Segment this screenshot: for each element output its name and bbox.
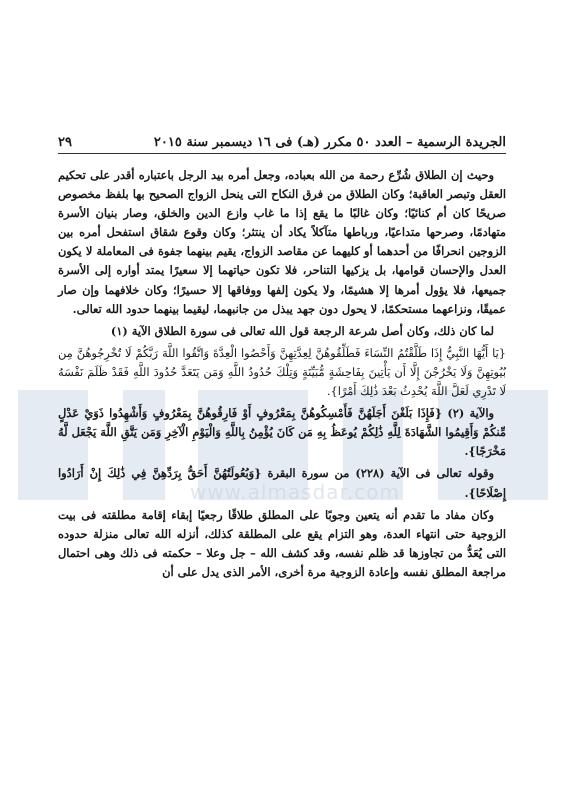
page-header xyxy=(58,128,506,150)
header-page-number: ٢٩ xyxy=(58,135,72,150)
header-divider xyxy=(58,153,506,154)
paragraph-conclusion: وكان مفاد ما تقدم أنه يتعين وجوبًا على المطلق طلاقًا رجعيًا إبقاء إقامة مطلقته فى بيت الزوجية حتى انتهاء العدة، وهو التزام يقع على المطلقة كذلك، أنزله الله تعالى منزلة حدوده التى يُعَدُّ من تجاوزها قد ظلم نفسه، وقد كشف الله – جل وعلا – حكمته فى ذلك وهى احتمال مراجعة المطلق نفسه وإعادة الزوجية مرة أخرى، الأمر الذى يدل على أن xyxy=(58,507,506,579)
quote-talaq-verse-2: والآية (٢) {فَإِذَا بَلَغْنَ أَجَلَهُنَّ فَأَمْسِكُوهُنَّ بِمَعْرُوفٍ أَوْ فَارِقُوهُنَّ بِمَعْرُوفٍ وَأَشْهِدُوا ذَوَيْ عَدْلٍ مِّنكُمْ وَأَقِيمُوا الشَّهَادَةَ لِلَّهِ ذَٰلِكُمْ يُوعَظُ بِهِ مَن كَانَ يُؤْمِنُ بِاللَّهِ وَالْيَوْمِ الْآخِرِ وَمَن يَتَّقِ اللَّهَ يَجْعَل لَّهُ مَخْرَجًا}. xyxy=(58,406,506,459)
header-publication-line: الجريدة الرسمية – العدد ٥٠ مكرر (هـ) فى ١٦ ديسمبر سنة ٢٠١٥ xyxy=(153,135,506,150)
watermark-url: www.almasdar.com xyxy=(190,480,400,504)
paragraph-intro: وحيث إن الطلاق شُرِّع رحمة من الله بعباده، وجعل أمره بيد الرجل باعتباره أقدر على تحكيم العقل وتبصر العاقبة؛ وكان الطلاق من فرق النكاح التى ينحل الزواج الصحيح بها بلفظ مخصوص صريحًا كان أم كنائيًا؛ وكان غالبًا ما يقع إذا ما غاب وازع الدين والخلق، وصار بنيان الأسرة متهادمًا، وصرحها متداعيًا، ورباطها متآكلاً يكاد أن ينتثر؛ وكان وقوع شقاق استفحل أمره بين الزوجين انحرافًا من أحدهما أو كليهما عن مقاصد الزواج، يقيم بينهما جفوة فى المعاملة لا يكون العدل والإحسان قوامها، بل يزكيها التناحر، فلا تكون حياتهما إلا سعيرًا يمتد أواره إلى الأسرة جميعها، فلا يؤول أمرها إلا هشيمًا، ولا يكون إلفها ووفاقها إلا حسيرًا؛ وكان خلافهما وإن صار عميقًا، ونزاعهما مستحكمًا، لا يحول دون جهد يبذل من جانبهما، ليقيما بينهما حدود الله تعالى. xyxy=(58,168,506,316)
quote-talaq-verse-1: {يَا أَيُّهَا النَّبِيُّ إِذَا طَلَّقْتُمُ النِّسَاءَ فَطَلِّقُوهُنَّ لِعِدَّتِهِنَّ وَأَحْصُوا الْعِدَّةَ وَاتَّقُوا اللَّهَ رَبَّكُمْ لَا تُخْرِجُوهُنَّ مِن بُيُوتِهِنَّ وَلَا يَخْرُجْنَ إِلَّا أَن يَأْتِينَ بِفَاحِشَةٍ مُّبَيِّنَةٍ وَتِلْكَ حُدُودُ اللَّهِ وَمَن يَتَعَدَّ حُدُودَ اللَّهِ فَقَدْ ظَلَمَ نَفْسَهُ لَا تَدْرِي لَعَلَّ اللَّهَ يُحْدِثُ بَعْدَ ذَٰلِكَ أَمْرًا}. xyxy=(58,345,506,399)
document-body xyxy=(58,166,506,585)
quote-baqarah-verse-228: وقوله تعالى فى الآية (٢٢٨) من سورة البقرة {وَبُعُولَتُهُنَّ أَحَقُّ بِرَدِّهِنَّ فِي ذَٰلِكَ إِنْ أَرَادُوا إِصْلَاحًا}. xyxy=(58,466,506,500)
paragraph-origin: لما كان ذلك، وكان أصل شرعة الرجعة قول الله تعالى فى سورة الطلاق الآية (١) xyxy=(110,323,494,338)
